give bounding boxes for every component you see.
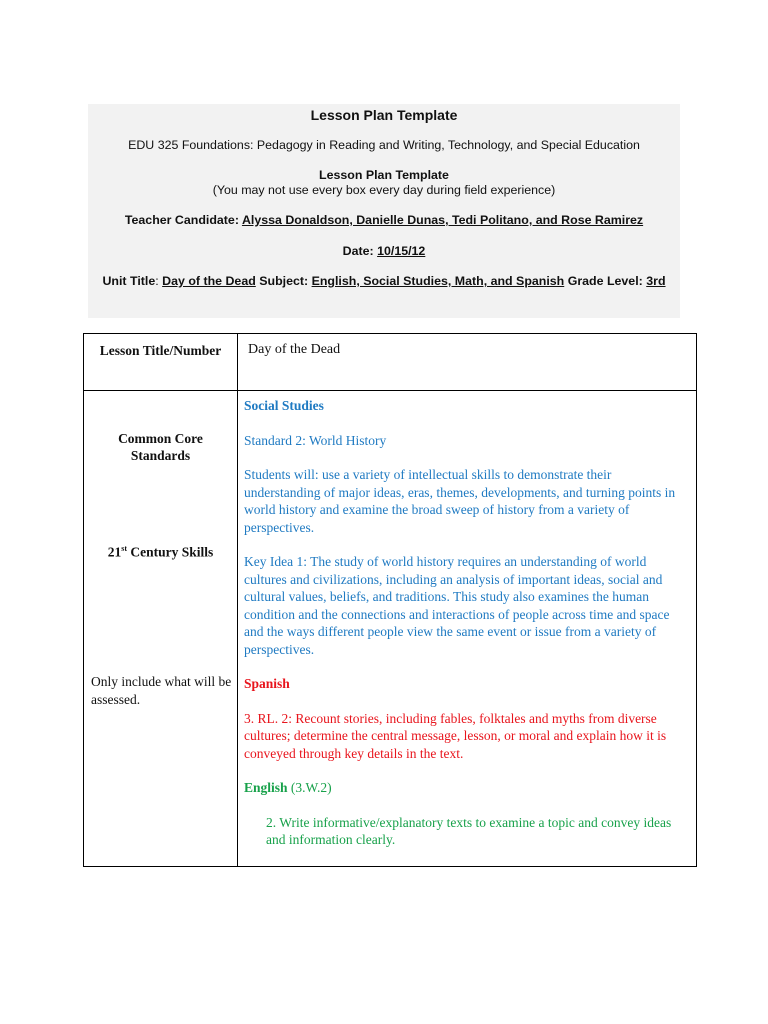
grade-label: Grade Level:: [567, 274, 643, 288]
unit-value: Day of the Dead: [162, 274, 256, 288]
page-title: Lesson Plan Template: [310, 107, 458, 123]
lesson-title-value: Day of the Dead: [238, 334, 697, 391]
assessment-note: Only include what will be assessed.: [91, 674, 232, 707]
social-studies-standard: Standard 2: World History: [244, 432, 387, 448]
standards-content-cell: [238, 391, 697, 867]
date-line: [88, 244, 680, 258]
common-core-label: Common Core Standards: [118, 431, 203, 463]
unit-line: [88, 274, 680, 288]
table-row: [84, 391, 697, 867]
subject-value: English, Social Studies, Math, and Spanish: [311, 274, 565, 288]
table-row: [84, 334, 697, 391]
century-skills-label: [84, 544, 237, 561]
template-note: (You may not use every box every day during field experience): [212, 183, 556, 197]
grade-value: 3rd: [646, 274, 666, 288]
english-code: (3.W.2): [287, 780, 332, 795]
social-studies-students: Students will: use a variety of intellectual skills to demonstrate their understanding of major ideas, eras, themes, developments, and turning points in world history and examine the broad sweep of history from a variety of perspectives.: [244, 467, 676, 535]
lesson-title-label: Lesson Title/Number: [84, 334, 238, 391]
unit-separator: :: [155, 274, 163, 288]
skills-text: Century Skills: [127, 544, 214, 560]
english-standard: 2. Write informative/explanatory texts to examine a topic and convey ideas and information clearly.: [266, 814, 672, 847]
teacher-candidate-line: [88, 213, 680, 227]
subject-label: Subject:: [259, 274, 309, 288]
teacher-value: Alyssa Donaldson, Danielle Dunas, Tedi Politano, and Rose Ramirez: [241, 213, 644, 227]
skills-number: 21: [107, 544, 122, 560]
english-heading: English: [244, 780, 288, 795]
spanish-standard: 3. RL. 2: Recount stories, including fables, folktales and myths from diverse cultures; determine the central message, lesson, or moral and explain how it is conveyed through key details in the text.: [244, 710, 667, 761]
social-studies-heading: Social Studies: [244, 398, 324, 413]
standards-label-cell: [84, 391, 238, 867]
teacher-label: Teacher Candidate:: [124, 213, 239, 227]
template-subtitle: Lesson Plan Template: [319, 168, 449, 182]
english-heading-line: [244, 779, 688, 797]
social-studies-key-idea: Key Idea 1: The study of world history requires an understanding of world cultures and civilizations, including an analysis of important ideas, social and cultural values, beliefs, and traditions. This study also examines the human condition and the connections and interactions of people across time and space and the ways different people view the same event or issue from a variety of perspectives.: [244, 554, 670, 657]
lesson-plan-table: [83, 333, 697, 867]
date-value: 10/15/12: [377, 244, 426, 258]
course-title: EDU 325 Foundations: Pedagogy in Reading and Writing, Technology, and Special Education: [128, 138, 640, 152]
date-label: Date:: [342, 244, 374, 258]
header-box: [88, 104, 680, 318]
skills-ordinal: st: [121, 544, 127, 553]
spanish-heading: Spanish: [244, 676, 290, 691]
unit-label: Unit Title: [102, 274, 156, 288]
